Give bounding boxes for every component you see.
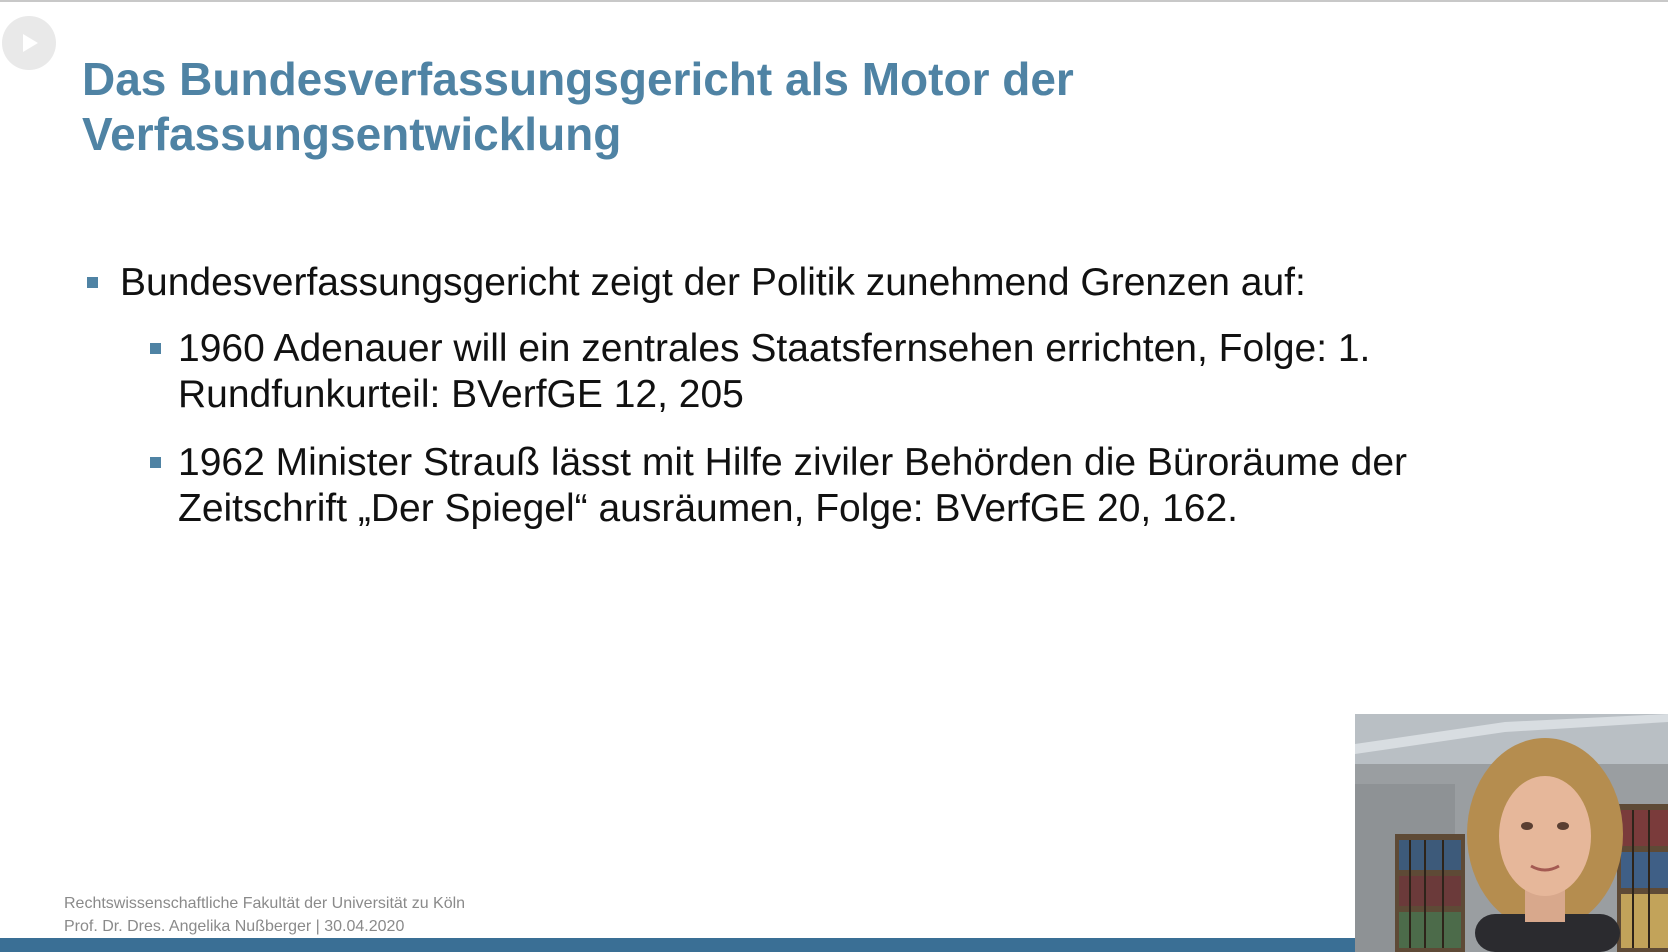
top-divider (0, 0, 1668, 2)
bullet-text (178, 326, 1370, 418)
bullet-line: Zeitschrift „Der Spiegel“ ausräumen, Folge: BVerfGE 20, 162. (178, 487, 1238, 530)
footer-line: Rechtswissenschaftliche Fakultät der Universität zu Köln (64, 895, 466, 912)
play-icon (16, 30, 42, 56)
slide-title-line: Verfassungsentwicklung (82, 108, 622, 160)
bullet-text (178, 440, 1407, 532)
bullet-level2 (150, 440, 1630, 532)
bullet-level1 (87, 260, 1647, 306)
slide-title-line: Das Bundesverfassungsgericht als Motor der (82, 53, 1074, 105)
slide-footer (64, 892, 465, 938)
play-button[interactable] (2, 16, 56, 70)
slide-title (82, 52, 1282, 162)
webcam-video (1355, 714, 1668, 952)
bullet-line: Rundfunkurteil: BVerfGE 12, 205 (178, 373, 744, 416)
bullet-level2 (150, 326, 1630, 418)
footer-line: Prof. Dr. Dres. Angelika Nußberger | 30.04.2020 (64, 918, 405, 935)
bullet-text (120, 260, 1306, 306)
bullet-line: Bundesverfassungsgericht zeigt der Politik zunehmend Grenzen auf: (120, 261, 1306, 304)
bullet-line: 1962 Minister Strauß lässt mit Hilfe ziviler Behörden die Büroräume der (178, 441, 1408, 484)
square-bullet-icon (150, 457, 161, 468)
bullet-line: 1960 Adenauer will ein zentrales Staatsfernsehen errichten, Folge: 1. (178, 327, 1371, 370)
square-bullet-icon (150, 343, 161, 354)
square-bullet-icon (87, 277, 98, 288)
